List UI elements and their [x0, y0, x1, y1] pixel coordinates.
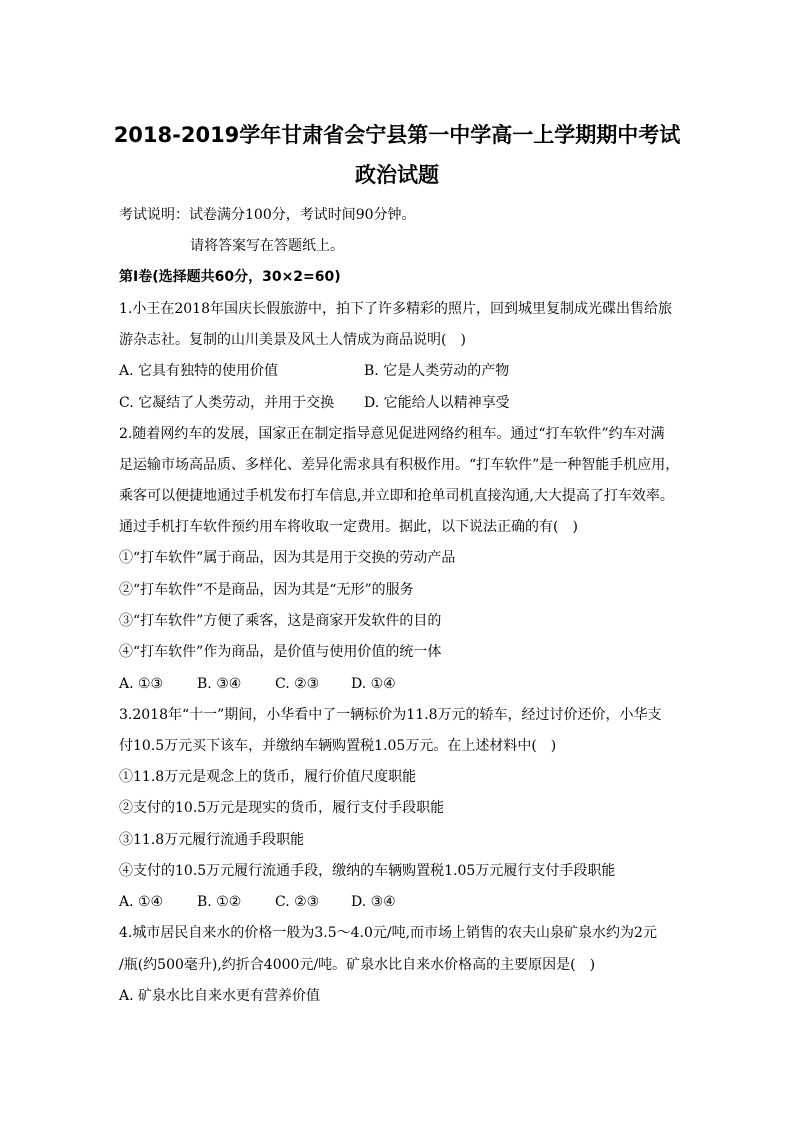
option-d: D. 它能给人以精神享受	[364, 395, 510, 411]
option-row	[119, 674, 679, 694]
question-stem: 足运输市场高品质、多样化、差异化需求具有积极作用。“打车软件”是一种智能手机应用，	[119, 457, 680, 473]
question-stem: 游杂志社。复制的山川美景及风土人情成为商品说明( )	[119, 332, 466, 348]
option-c: C. 它凝结了人类劳动，并用于交换	[119, 395, 335, 411]
statement-item: ②“打车软件”不是商品，因为其是“无形”的服务	[119, 582, 414, 598]
option-b: B. ③④	[197, 676, 242, 692]
option-a: A. 它具有独特的使用价值	[119, 363, 279, 379]
option-d: D. ③④	[351, 894, 396, 910]
option-a: A. ①④	[119, 894, 164, 910]
statement-item: ③11.8万元履行流通手段职能	[119, 832, 305, 848]
statement-item: ①11.8万元是观念上的货币，履行价值尺度职能	[119, 769, 417, 785]
question-stem: 通过手机打车软件预约用车将收取一定费用。据此，以下说法正确的有( )	[119, 519, 578, 535]
exam-instructions-line: 请将答案写在答题纸上。	[190, 238, 344, 254]
option-row	[119, 393, 679, 413]
question-stem: 乘客可以便捷地通过手机发布打车信息,并立即和抢单司机直接沟通,大大提高了打车效率。	[119, 488, 674, 504]
question-stem: 4.城市居民自来水的价格一般为3.5～4.0元/吨,而市场上销售的农夫山泉矿泉水约为2元	[119, 925, 657, 941]
question-stem: /瓶(约500毫升),约折合4000元/吨。矿泉水比自来水价格高的主要原因是( )	[119, 957, 596, 973]
statement-item: ④“打车软件”作为商品，是价值与使用价值的统一体	[119, 644, 442, 660]
question-stem: 付10.5万元买下该车，并缴纳车辆购置税1.05万元。在上述材料中( )	[119, 738, 557, 754]
option-c: C. ②③	[275, 676, 320, 692]
option-c: C. ②③	[275, 894, 320, 910]
option-b: B. 它是人类劳动的产物	[364, 363, 510, 379]
statement-item: ②支付的10.5万元是现实的货币，履行支付手段职能	[119, 800, 445, 816]
option-b: B. ①②	[197, 894, 242, 910]
statement-item: ③“打车软件”方便了乘客，这是商家开发软件的目的	[119, 613, 442, 629]
option-row	[119, 361, 679, 381]
statement-item: ①“打车软件”属于商品，因为其是用于交换的劳动产品	[119, 550, 456, 566]
question-stem: 3.2018年“十一”期间，小华看中了一辆标价为11.8万元的轿车，经过讨价还价，小华支	[119, 707, 662, 723]
section-header: 第Ⅰ卷(选择题共60分，30×2=60)	[119, 269, 341, 285]
exam-title: 2018-2019学年甘肃省会宁县第一中学高一上学期期中考试	[113, 123, 681, 147]
option-row	[119, 892, 679, 912]
question-stem: 2.随着网约车的发展，国家正在制定指导意见促进网络约租车。通过“打车软件”约车对满	[119, 426, 665, 442]
exam-instructions-line: 考试说明：试卷满分100分，考试时间90分钟。	[119, 207, 416, 223]
option-d: D. ①④	[351, 676, 396, 692]
option-a: A. 矿泉水比自来水更有营养价值	[119, 988, 321, 1004]
statement-item: ④支付的10.5万元履行流通手段，缴纳的车辆购置税1.05万元履行支付手段职能	[119, 863, 616, 879]
question-stem: 1.小王在2018年国庆长假旅游中，拍下了许多精彩的照片，回到城里复制成光碟出售给旅	[119, 301, 672, 317]
option-a: A. ①③	[119, 676, 164, 692]
exam-subject-title: 政治试题	[355, 163, 439, 187]
